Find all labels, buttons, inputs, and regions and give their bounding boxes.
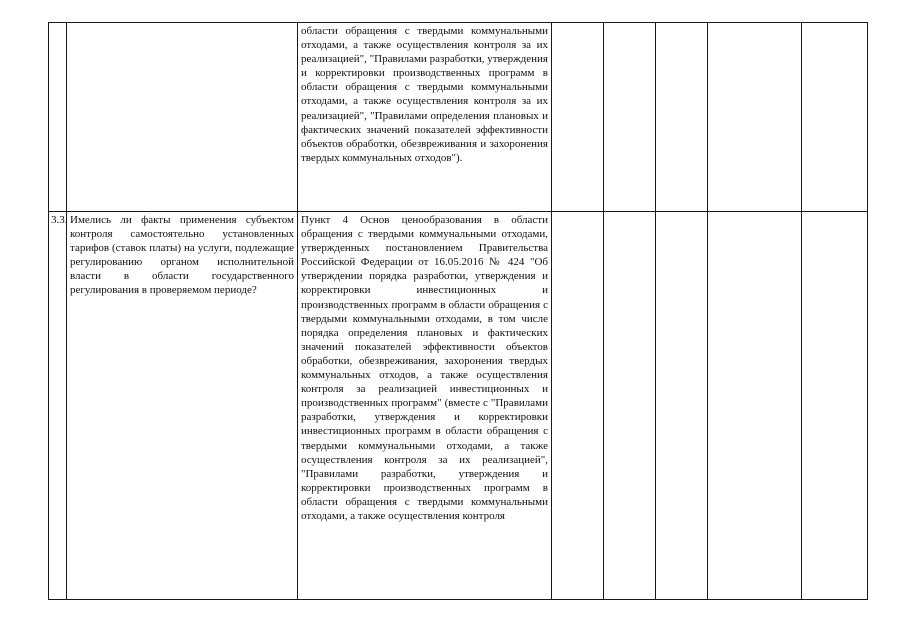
answer-cell-e xyxy=(802,23,868,212)
table-row xyxy=(49,212,868,600)
answer-cell-b xyxy=(604,212,656,600)
answer-cell-c xyxy=(656,212,708,600)
answer-cell-a xyxy=(552,212,604,600)
legal-basis-cell: Пункт 4 Основ ценообразования в области обращения с твердыми коммунальными отходами, утвержденных постановлением Правительства Российской Федерации от 16.05.2016 № 424 "Об утверждении порядка разработки, утверждения и корректировки инвестиционных и производственных программ в области обращения с твердыми коммунальными отходами, в том числе порядка определения плановых и фактических значений показателей эффективности объектов обработки, обезвреживания, захоронения твердых коммунальных отходов, а также осуществления контроля за реализацией инвестиционных и производственных программ" (вместе с "Правилами разработки, утверждения и корректировки инвестиционных программ в области обращения с твердыми коммунальными отходами, а также осуществления контроля за их реализацией", "Правилами разработки, утверждения и корректировки производственных программ в области обращения с твердыми коммунальными отходами, а также осуществления контроля xyxy=(298,212,552,600)
answer-cell-d xyxy=(708,212,802,600)
row-number-cell xyxy=(49,23,67,212)
answer-cell-a xyxy=(552,23,604,212)
answer-cell-e xyxy=(802,212,868,600)
question-cell xyxy=(67,23,298,212)
table-row xyxy=(49,23,868,212)
answer-cell-d xyxy=(708,23,802,212)
answer-cell-b xyxy=(604,23,656,212)
checklist-table xyxy=(48,22,868,600)
legal-basis-cell: области обращения с твердыми коммунальными отходами, а также осуществления контроля за их реализацией", "Правилами разработки, утверждения и корректировки производственных программ в области обращения с твердыми коммунальными отходами, а также осуществления контроля за их реализацией", "Правилами определения плановых и фактических значений показателей эффективности объектов обработки, обезвреживания и захоронения твердых коммунальных отходов"). xyxy=(298,23,552,212)
answer-cell-c xyxy=(656,23,708,212)
question-cell: Имелись ли факты применения субъектом контроля самостоятельно установленных тарифов (ставок платы) на услуги, подлежащие регулированию органом исполнительной власти в области государственного регулирования в проверяемом периоде? xyxy=(67,212,298,600)
row-number-cell: 3.3. xyxy=(49,212,67,600)
